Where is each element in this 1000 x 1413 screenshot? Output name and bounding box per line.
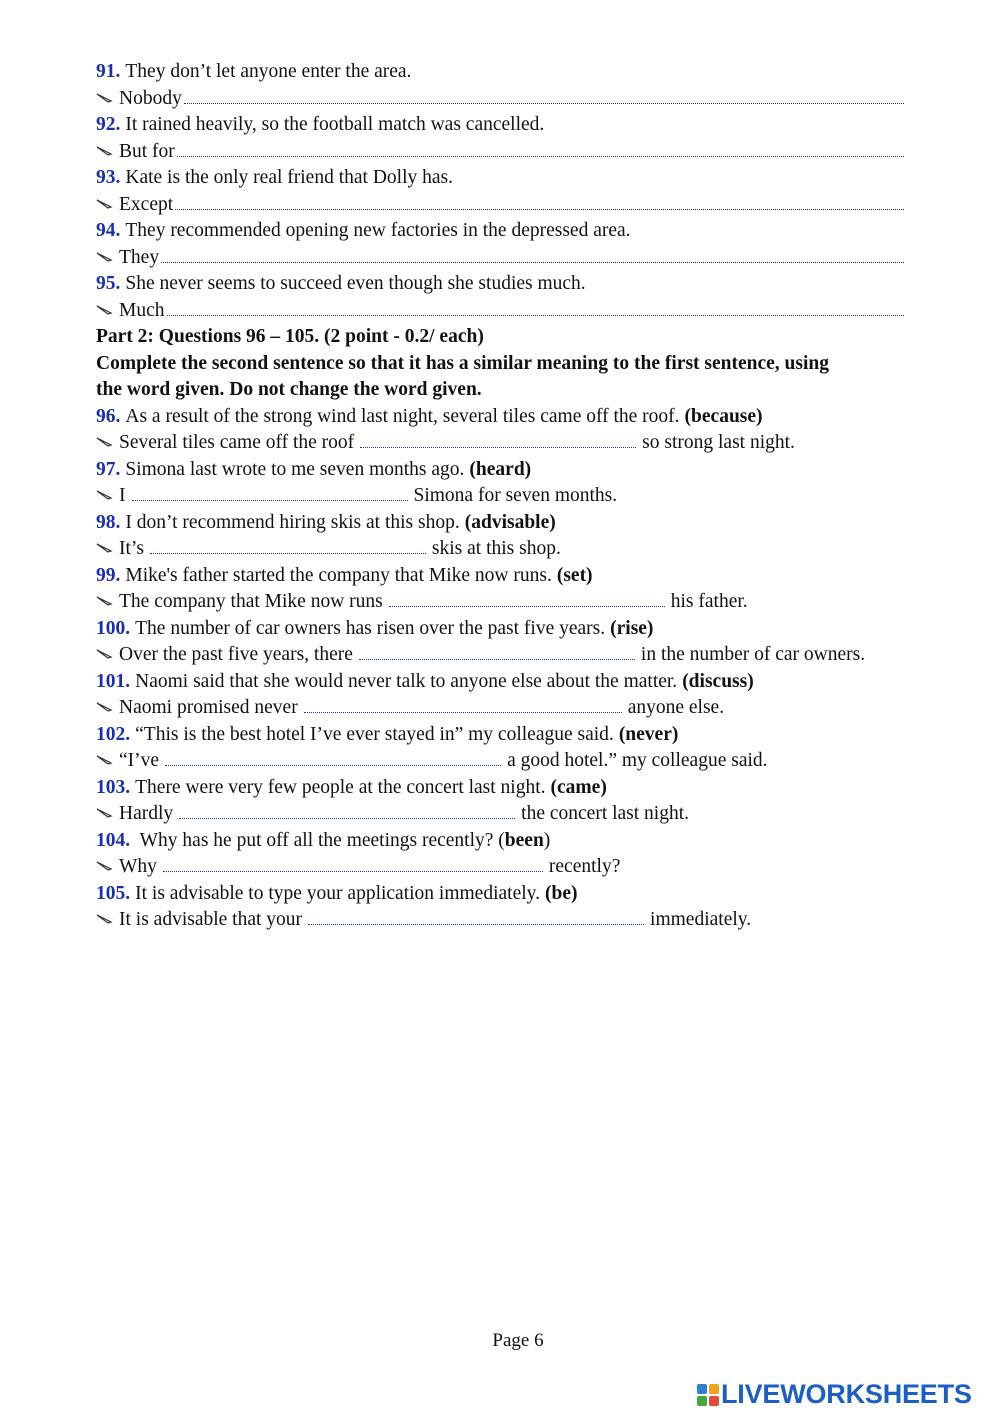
answer-before: Naomi promised never [119,697,298,718]
answer-before: “I’ve [119,750,160,771]
question-text: She never seems to succeed even though she studies much. [125,273,586,294]
question-text: It is advisable to type your application immediately. [135,882,541,904]
question-number: 93. [96,167,121,188]
question-number: 96. [96,405,121,427]
answer-blank[interactable] [165,751,501,766]
answer-blank[interactable] [150,539,426,554]
key-word: (advisable) [464,511,556,533]
question-text: They recommended opening new factories in the depressed area. [125,220,631,241]
answer-line-105 [96,907,926,934]
answer-after: anyone else. [627,697,725,718]
answer-line-95 [96,298,926,325]
question-92 [96,112,926,139]
answer-blank[interactable] [360,433,636,448]
question-text: As a result of the strong wind last night, several tiles came off the roof. [125,405,680,427]
answer-line-101 [96,695,926,722]
answer-line-92 [96,139,926,166]
answer-after: skis at this shop. [431,538,561,559]
question-number: 104. [96,829,131,851]
answer-blank[interactable] [163,857,543,872]
question-94 [96,218,926,245]
question-96 [96,404,926,431]
pen-icon [96,755,113,765]
question-100 [96,616,926,643]
question-105 [96,881,926,908]
key-word: (heard) [469,458,532,480]
question-text: There were very few people at the concert last night. [135,776,546,798]
answer-blank[interactable] [175,193,904,210]
answer-blank[interactable] [132,486,408,501]
pen-icon [96,596,113,606]
question-text: It rained heavily, so the football match was cancelled. [125,114,545,135]
question-text: “This is the best hotel I’ve ever stayed in” my colleague said. [135,723,614,745]
pen-icon [96,861,113,871]
answer-blank[interactable] [304,698,622,713]
answer-before: Over the past five years, there [119,644,353,665]
pen-icon [96,93,113,103]
pen-icon [96,146,113,156]
answer-after: immediately. [650,909,752,930]
answer-blank[interactable] [179,804,515,819]
question-number: 105. [96,882,131,904]
answer-blank[interactable] [184,87,904,104]
question-97 [96,457,926,484]
pen-icon [96,649,113,659]
answer-blank[interactable] [167,299,905,316]
answer-before: The company that Mike now runs [119,591,383,612]
worksheet-content [96,59,926,934]
answer-blank[interactable] [359,645,635,660]
question-number: 95. [96,273,121,294]
liveworksheets-logo-icon [697,1384,719,1406]
pen-icon [96,702,113,712]
key-word: (never) [618,723,679,745]
key-word: (discuss) [682,670,754,692]
question-text: I don’t recommend hiring skis at this shop. [125,511,460,533]
answer-start: But for [119,140,175,162]
answer-start: Much [119,299,165,321]
question-number: 103. [96,776,131,798]
pen-icon [96,437,113,447]
pen-icon [96,305,113,315]
answer-line-103 [96,801,926,828]
question-number: 97. [96,458,121,480]
key-word: (because) [684,405,763,427]
answer-after: Simona for seven months. [413,485,618,506]
answer-line-100 [96,642,926,669]
liveworksheets-logo [697,1379,972,1410]
answer-start: They [119,246,160,268]
question-number: 102. [96,723,131,745]
part2-instructions-2: the word given. Do not change the word given. [96,379,482,400]
question-number: 94. [96,220,121,241]
answer-before: I [119,485,126,506]
answer-before: Several tiles came off the roof [119,432,355,453]
answer-before: Why [119,856,157,877]
liveworksheets-logo-text: LIVEWORKSHEETS [721,1379,972,1409]
answer-after: the concert last night. [521,803,690,824]
question-number: 99. [96,564,121,586]
question-text: They don’t let anyone enter the area. [125,61,412,82]
question-104 [96,828,926,855]
question-text: Simona last wrote to me seven months ago. [125,458,465,480]
answer-line-93 [96,192,926,219]
answer-line-102 [96,748,926,775]
answer-line-94 [96,245,926,272]
question-103 [96,775,926,802]
answer-after: a good hotel.” my colleague said. [507,750,768,771]
question-text: The number of car owners has risen over the past five years. [135,617,606,639]
key-word: (rise) [610,617,654,639]
question-text: Why has he put off all the meetings recently? ( [135,829,505,851]
question-text: Mike's father started the company that Mike now runs. [125,564,552,586]
question-95 [96,271,926,298]
pen-icon [96,543,113,553]
pen-icon [96,199,113,209]
answer-line-98 [96,536,926,563]
answer-after: his father. [670,591,748,612]
question-101 [96,669,926,696]
pen-icon [96,914,113,924]
answer-after: so strong last night. [642,432,795,453]
question-text: Naomi said that she would never talk to anyone else about the matter. [135,670,678,692]
pen-icon [96,490,113,500]
question-number: 101. [96,670,131,692]
key-word: been [504,829,544,851]
answer-blank[interactable] [308,910,644,925]
answer-after: in the number of car owners. [640,644,866,665]
page-number: Page 6 [492,1330,544,1351]
question-number: 100. [96,617,131,639]
part2-instructions-1: Complete the second sentence so that it has a similar meaning to the first sentence, using [96,352,830,374]
answer-line-97 [96,483,926,510]
question-number: 92. [96,114,121,135]
answer-before: Hardly [119,803,174,824]
question-99 [96,563,926,590]
question-91 [96,59,926,86]
answer-before: It’s [119,538,144,559]
question-93 [96,165,926,192]
answer-start: Nobody [119,87,182,109]
question-98 [96,510,926,537]
question-text-end: ) [543,829,551,851]
key-word: (came) [550,776,607,798]
question-text: Kate is the only real friend that Dolly has. [125,167,453,188]
question-102 [96,722,926,749]
question-number: 91. [96,61,121,82]
question-number: 98. [96,511,121,533]
key-word: (set) [556,564,593,586]
answer-line-99 [96,589,926,616]
answer-line-96 [96,430,926,457]
answer-before: It is advisable that your [119,909,303,930]
answer-line-91 [96,86,926,113]
part2-title: Part 2: Questions 96 – 105. (2 point - 0.2/ each) [96,326,484,347]
answer-blank[interactable] [389,592,665,607]
answer-blank[interactable] [177,140,904,157]
answer-blank[interactable] [161,246,904,263]
pen-icon [96,252,113,262]
pen-icon [96,808,113,818]
answer-after: recently? [548,856,621,877]
key-word: (be) [545,882,578,904]
answer-line-104 [96,854,926,881]
answer-start: Except [119,193,174,215]
